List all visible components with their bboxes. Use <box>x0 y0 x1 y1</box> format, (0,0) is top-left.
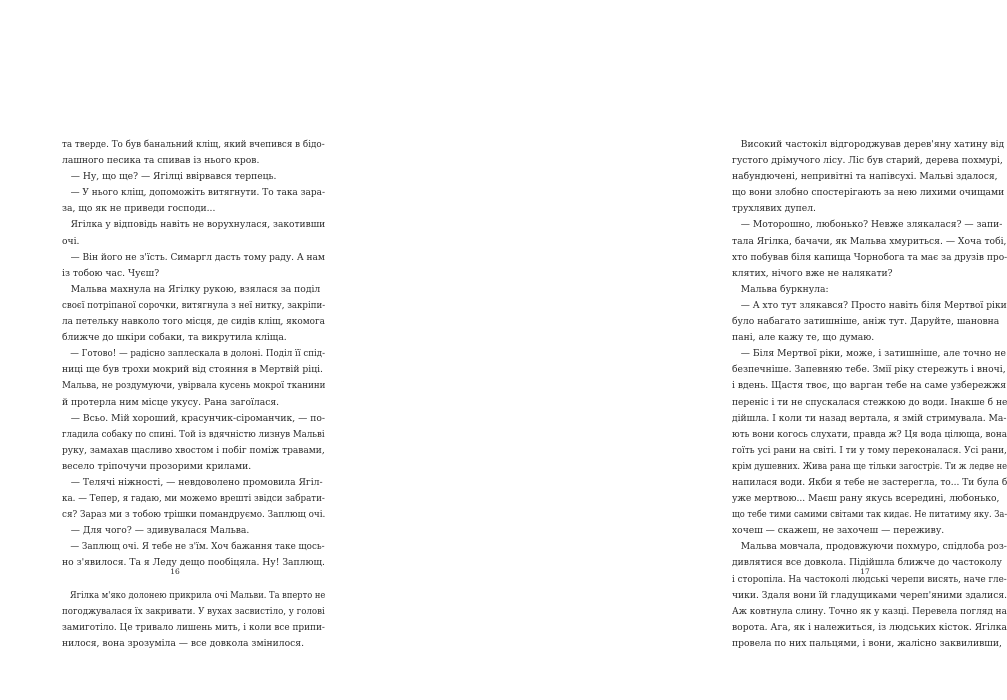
text-line: — Заплющ очі. Я тебе не з'їм. Хоч бажання таке щось- <box>62 541 325 553</box>
text-line: Мальва, не роздумуючи, увірвала кусень мокрої тканини <box>62 380 326 392</box>
text-line: — Він його не з'їсть. Симаргл дасть тому раду. А нам <box>62 251 325 263</box>
text-line: — Телячі ніжності, — невдоволено промовила Ягіл- <box>62 476 323 488</box>
text-line: — А хто тут злякався? Просто навіть біля Мертвої ріки <box>732 299 1007 311</box>
text-line: й протерла ним місце укусу. Рана загоїлася. <box>62 396 280 408</box>
text-line: дійшла. І коли ти назад вертала, я змій стримувала. Ма- <box>732 412 1007 424</box>
text-line: весело тріпочучи прозорими крилами. <box>62 460 252 472</box>
text-line: ка. — Тепер, я гадаю, ми можемо врешті звідси забрати- <box>62 493 325 505</box>
text-line: густого дрімучого лісу. Ліс був старий, дерева похмурі, <box>732 155 1003 167</box>
text-line: — Для чого? — здивувалася Мальва. <box>62 525 250 537</box>
text-line: за, що як не приведи господи... <box>62 203 216 215</box>
left-page-text <box>62 137 325 652</box>
right-page-number: 17 <box>860 567 870 576</box>
text-line: — Готово! — радісно заплескала в долоні. Поділ її спід- <box>62 348 326 360</box>
paragraph-gap <box>62 572 325 588</box>
text-line: Мальва мовчала, продовжуючи похмуро, спідлоба роз- <box>732 541 1007 553</box>
text-line: — Ну, що ще? — Ягілці ввірвався терпець. <box>62 171 277 183</box>
text-line: погоджувалася їх закривати. У вухах засвистіло, у голові <box>62 605 325 617</box>
text-line: лашного песика та спивав із нього кров. <box>62 155 260 167</box>
text-line: замиготіло. Це тривало лишень мить, і коли все припи- <box>62 621 325 633</box>
text-line: що вони злобно спостерігають за нею лихими очищами <box>732 187 1005 199</box>
text-line: і сторопіла. На частоколі людські черепи висять, наче гле- <box>732 573 1007 585</box>
text-line: трухлявих дупел. <box>732 203 816 215</box>
text-line: пані, але кажу те, що думаю. <box>732 332 875 344</box>
left-page <box>0 0 350 700</box>
text-line: було набагато затишніше, аніж тут. Даруйте, шановна <box>732 316 1000 328</box>
text-line: Мальва махнула на Ягілку рукою, взялася за поділ <box>62 283 321 295</box>
text-line: та тверде. То був банальний кліщ, який вчепився в бідо- <box>62 139 325 150</box>
text-line: очі. <box>62 235 80 247</box>
text-line: провела по них пальцями, і вони, жалісно заквиливши, <box>732 637 1002 649</box>
text-line: тала Ягілка, бачачи, як Мальва хмуриться. — Хоча тобі, <box>732 235 1007 247</box>
text-line: но з'явилося. Та я Леду дещо пообіцяла. Ну! Заплющ. <box>62 557 325 569</box>
text-line: ближче до шкіри собаки, та викрутила кліща. <box>62 332 287 344</box>
text-line: напилася води. Якби я тебе не застерегла, то... Ти була б <box>732 476 1007 488</box>
text-line: — Моторошно, любонько? Невже злякалася? — запи- <box>732 219 1003 231</box>
text-line: нилося, вона зрозуміла — все довкола змінилося. <box>62 637 305 649</box>
text-line: клятих, нічого вже не налякати? <box>732 267 893 279</box>
text-line: ся? Зараз ми з тобою трішки помандруємо. Заплющ очі. <box>62 509 326 521</box>
text-line: Мальва буркнула: <box>732 283 829 295</box>
text-line: хочеш — скажеш, не захочеш — переживу. <box>732 525 945 537</box>
text-line: — Біля Мертвої ріки, може, і затишніше, але точно не <box>732 348 1006 360</box>
text-line: хто побував біля капища Чорнобога та має за друзів про- <box>732 251 1007 263</box>
text-line: руку, замахав щасливо хвостом і побіг поміж травами, <box>62 444 325 456</box>
text-line: гоїть усі рани на світі. І ти у тому переконалася. Усі рани, <box>732 444 1007 456</box>
text-line: ниці ще був трохи мокрий від стояння в Мертвій ріці. <box>62 364 323 376</box>
text-line: Ягілка у відповідь навіть не ворухнулася, закотивши <box>62 219 326 231</box>
text-line: що тебе тими самими світами так кидає. Не питатиму яку. За- <box>732 509 1007 521</box>
text-line: — Всьо. Мій хороший, красунчик-сіроманчик, — по- <box>62 412 325 424</box>
text-line: — У нього кліщ, допоможіть витягнути. То така зара- <box>62 187 326 199</box>
text-line: Аж ковтнула слину. Точно як у казці. Перевела погляд на <box>732 605 1007 617</box>
text-line: Високий частокіл відгороджував дерев'яну хатину від <box>732 139 1005 150</box>
text-line: чики. Здаля вони їй гладущиками череп'яними здалися. <box>732 589 1007 601</box>
text-line: і вдень. Щастя твоє, що варган тебе на саме узбережжя <box>732 380 1007 392</box>
text-line: дивлятися все довкола. Підійшла ближче до частоколу <box>732 557 1002 569</box>
text-line: уже мертвою... Маєш рану якусь всередині, любонько, <box>732 493 1000 505</box>
text-line: ють вони когось слухати, правда ж? Ця вода цілюща, вона <box>732 428 1007 440</box>
right-page <box>350 0 1007 700</box>
text-line: ворота. Ага, як і належиться, із людських кісток. Ягілка <box>732 621 1007 633</box>
text-line: із тобою час. Чуєш? <box>62 267 160 279</box>
text-line: безпечніше. Запевняю тебе. Змії ріку стережуть і вночі, <box>732 364 1006 376</box>
text-line: крім душевних. Жива рана ще тільки загостріє. Ти ж ледве не <box>732 460 1007 472</box>
text-line: своєї потріпаної сорочки, витягнула з неї нитку, закріпи- <box>62 299 326 311</box>
text-line: гладила собаку по спині. Той із вдячністю лизнув Мальві <box>62 428 325 440</box>
text-line: ла петельку навколо того місця, де сидів кліщ, якомога <box>62 316 325 328</box>
left-page-number: 16 <box>170 567 180 576</box>
text-line: Ягілка м'яко долонею прикрила очі Мальви. Та вперто не <box>62 589 326 601</box>
text-line: переніс і ти не спускалася стежкою до води. Інакше б не <box>732 396 1007 408</box>
text-line: набундючені, непривітні та напівсухі. Мальві здалося, <box>732 171 998 183</box>
